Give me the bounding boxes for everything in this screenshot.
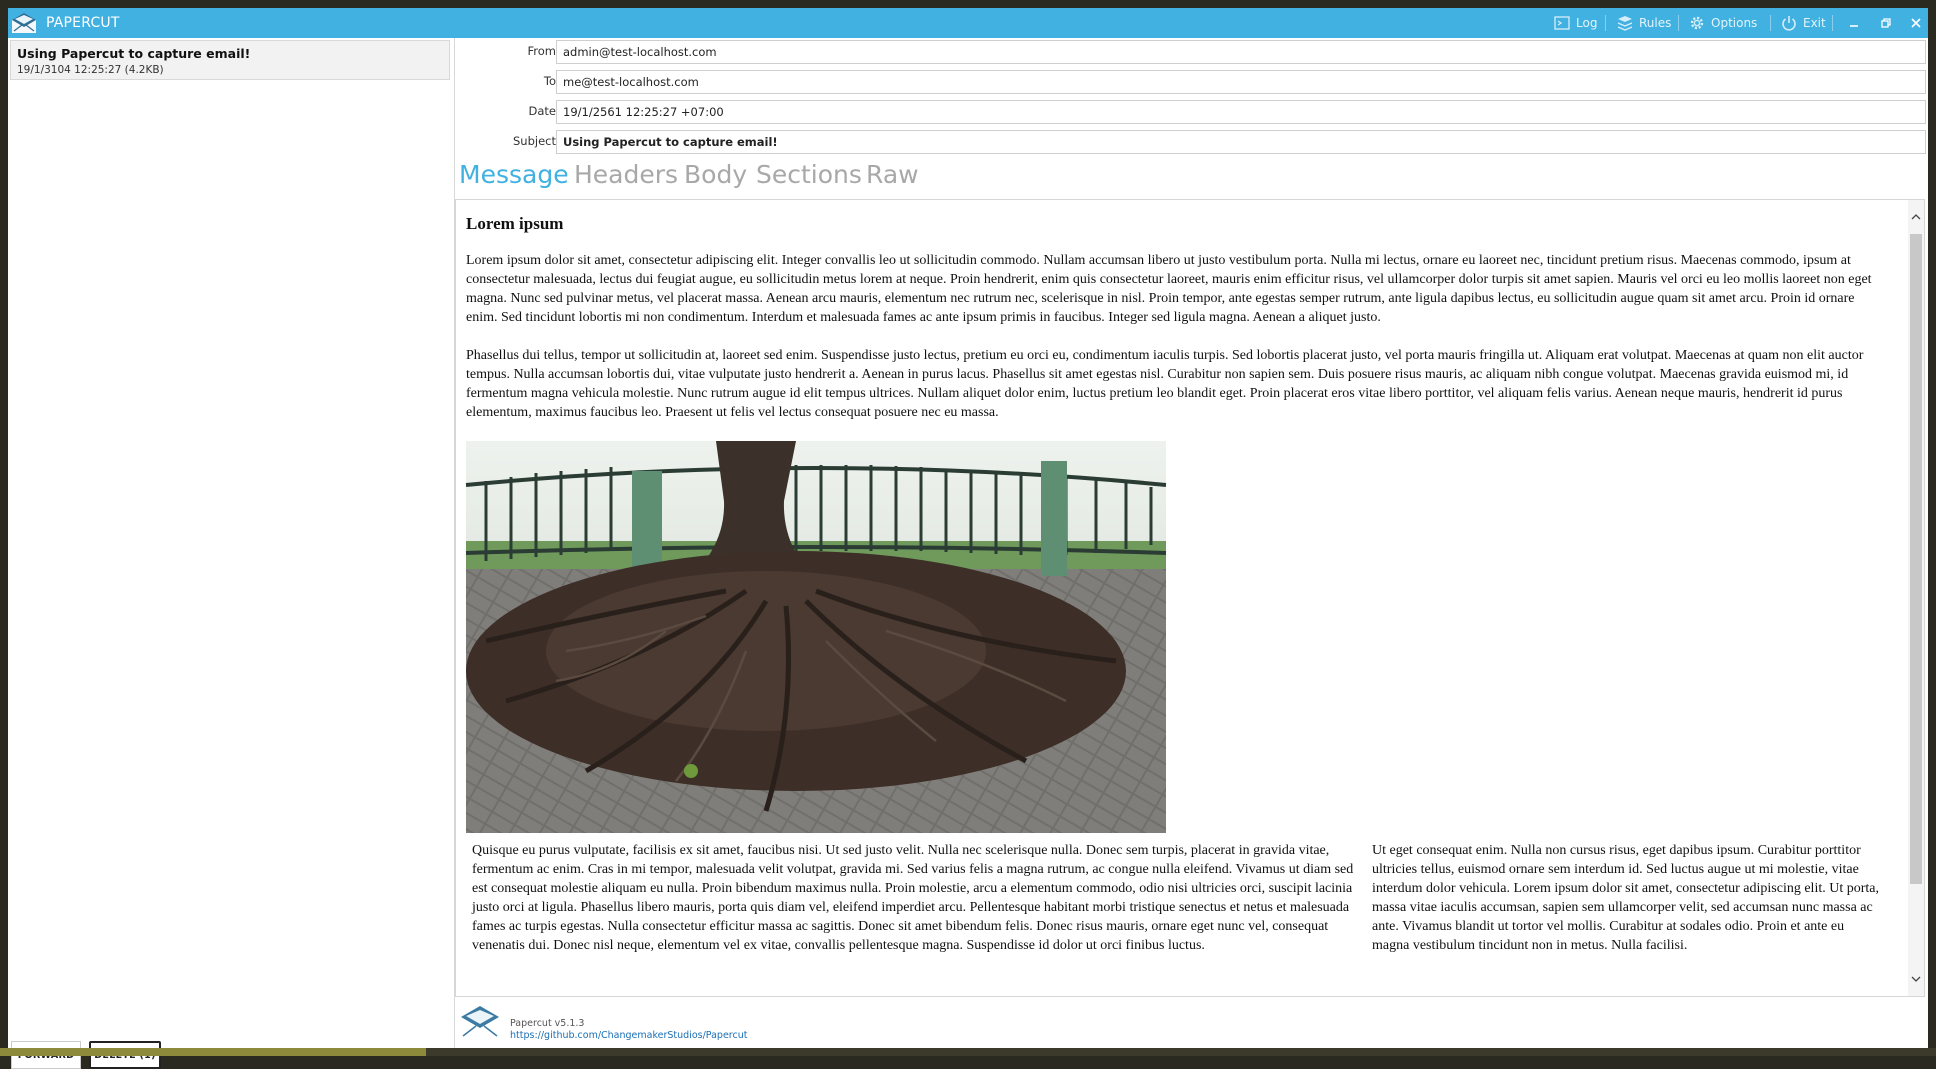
tree-roots-photo <box>466 441 1166 833</box>
rules-icon <box>1616 14 1634 32</box>
log-button[interactable] <box>1553 14 1597 32</box>
date-field[interactable]: 19/1/2561 12:25:27 +07:00 <box>556 100 1926 124</box>
papercut-footer-logo-icon <box>459 1003 501 1041</box>
date-label: Date <box>528 104 556 118</box>
message-list-meta: 19/1/3104 12:25:27 (4.2KB) <box>17 64 164 76</box>
message-scrollbar[interactable] <box>1908 200 1924 996</box>
column-left-text: Quisque eu purus vulputate, facilisis ex sit amet, faucibus nisi. Ut sed justo velit. Nulla nec scelerisque nulla. Donec sem turpis, placerat in gravida vitae, fermentum ac enim. Cras in mi tempor, malesuada velit volutpat, gravida mi. Sed varius felis a magna rutrum, ac congue nulla eleifend. Vivamus ut diam sed est consequat molestie aliquam eu nulla. Proin bibendum maximus nulla. Proin molestie, arcu a elementum commodo, odio nisi ultricies orci, suscipit lacinia justo orci at ligula. Phasellus libero mauris, porta quis diam vel, eleifend imperdiet arcu. Pellentesque habitant morbi tristique senectus et netus et malesuada fames ac turpis egestas. Nulla consectetur efficitur massa ac sagittis. Donec sit amet bibendum felis. Donec risus mauris, ornare eget nunc vel, consequat venenatis dui. Donec nisl neque, elementum vel ex vitae, convallis pellentesque magna. Suspendisse id dolor ut orci finibus luctus. <box>472 843 1354 953</box>
two-column-section <box>466 841 1886 955</box>
title-bar[interactable] <box>8 8 1928 38</box>
column-right-text: Ut eget consequat enim. Nulla non cursus risus, eget dapibus ipsum. Curabitur porttitor ultricies tellus, euismod ornare sem interdum id. Sed luctus augue ut mi molestie, vitae interdum dolor vehicula. Lorem ipsum dolor sit amet, consectetur adipiscing elit. Ut porta, massa vitae iaculis accumsan, sapien sem ullamcorper velit, sed accumsan nunc massa ac ante. Vivamus blandit ut tortor vel mollis. Curabitur at sodales odio. Proin et ante eu magna vestibulum tincidunt non in metus. Nulla facilisi. <box>1372 843 1879 953</box>
exit-label: Exit <box>1803 16 1826 30</box>
titlebar-divider <box>1605 15 1606 31</box>
tab-raw[interactable]: Raw <box>866 160 919 189</box>
restore-button[interactable] <box>1874 13 1898 33</box>
app-title: PAPERCUT <box>46 15 120 31</box>
from-label: From <box>527 44 556 58</box>
titlebar-divider <box>1832 15 1833 31</box>
titlebar-divider <box>1678 15 1679 31</box>
taskbar <box>0 1048 1936 1056</box>
subject-field[interactable]: Using Papercut to capture email! <box>556 130 1926 154</box>
tab-message[interactable]: Message <box>459 160 569 189</box>
close-icon <box>1910 17 1922 29</box>
log-icon <box>1553 14 1571 32</box>
scroll-up-icon[interactable] <box>1910 210 1922 224</box>
message-body <box>466 200 1886 955</box>
options-button[interactable] <box>1688 14 1757 32</box>
to-field[interactable]: me@test-localhost.com <box>556 70 1926 94</box>
tab-sections[interactable]: Sections <box>756 160 862 189</box>
repository-link[interactable]: https://github.com/ChangemakerStudios/Papercut <box>510 1030 748 1041</box>
rules-label: Rules <box>1639 16 1672 30</box>
restore-icon <box>1880 17 1892 29</box>
titlebar-divider <box>1770 15 1771 31</box>
papercut-window <box>8 8 1928 1048</box>
subject-label: Subject <box>513 134 556 148</box>
message-paragraph: Lorem ipsum dolor sit amet, consectetur adipiscing elit. Integer convallis leo ut sollicitudin commodo. Nullam accumsan libero ut justo vestibulum porta. Nulla mi lectus, ornare eu laoreet nec, tincidunt pretium risus. Maecenas commodo, ipsum at consectetur malesuada, lectus dui feugiat augue, eu sollicitudin metus lorem at neque. Proin hendrerit, enim quis consectetur laoreet, mauris enim efficitur risus, vel ullamcorper dolor turpis sit amet sapien. Mauris vel orci eu leo mollis laoreet non eget magna. Nunc sed pulvinar metus, vel placerat massa. Aenean arcu mauris, elementum nec rutrum nec, scelerisque in nisl. Proin tempor, ante egestas semper rutrum, ante ligula dapibus lectus, eu sollicitudin augue quam sit amet arcu. Proin id ornare enim. Sed tincidunt lobortis mi non condimentum. Interdum et malesuada fames ac ante ipsum primis in faucibus. Integer sed ligula magna. Aenean a aliquet justo. <box>466 253 1872 325</box>
message-heading: Lorem ipsum <box>466 214 564 233</box>
message-list-subject: Using Papercut to capture email! <box>17 46 251 61</box>
message-list-panel <box>8 38 455 1048</box>
tab-body[interactable]: Body <box>684 160 748 189</box>
tab-headers[interactable]: Headers <box>574 160 679 189</box>
log-label: Log <box>1576 16 1598 30</box>
to-label: To <box>543 74 556 88</box>
from-field[interactable]: admin@test-localhost.com <box>556 40 1926 64</box>
scroll-thumb[interactable] <box>1910 234 1922 884</box>
message-list-item[interactable] <box>10 40 450 80</box>
version-label: Papercut v5.1.3 <box>510 1018 585 1029</box>
minimize-button[interactable] <box>1842 13 1866 33</box>
papercut-logo-icon <box>10 10 38 36</box>
rules-button[interactable] <box>1616 14 1671 32</box>
options-label: Options <box>1711 16 1758 30</box>
power-icon <box>1780 14 1798 32</box>
message-paragraph: Phasellus dui tellus, tempor ut sollicitudin at, laoreet sed enim. Suspendisse justo lectus, pretium eu orci eu, condimentum iaculis turpis. Sed lobortis placerat justo, vel porta mauris fringilla ut. Aliquam erat volutpat. Maecenas at quam non elit auctor tempus. Nulla accumsan lobortis dui, vitae vulputate justo hendrerit a. Aenean in purus lacus. Phasellus sit amet egestas nisl. Curabitur non sapien sem. Duis posuere risus mauris, ac aliquam nibh congue volutpat. Maecenas gravida euismod mi, id fermentum magna vehicula molestie. Nunc rutrum augue id elit tempus ultrices. Nullam aliquet dolor enim, luctus pretium leo blandit eget. Proin placerat eros vitae libero porttitor, vel aliquam felis varius. Aenean neque mauris, hendrerit id purus elementum, maximus faucibus leo. Praesent ut felis vel lectus consequat posuere nec eu massa. <box>466 348 1864 420</box>
scroll-down-icon[interactable] <box>1910 972 1922 986</box>
exit-button[interactable] <box>1780 14 1826 32</box>
message-view[interactable] <box>455 199 1925 997</box>
minimize-icon <box>1848 17 1860 29</box>
options-gear-icon <box>1688 14 1706 32</box>
close-button[interactable] <box>1904 13 1928 33</box>
